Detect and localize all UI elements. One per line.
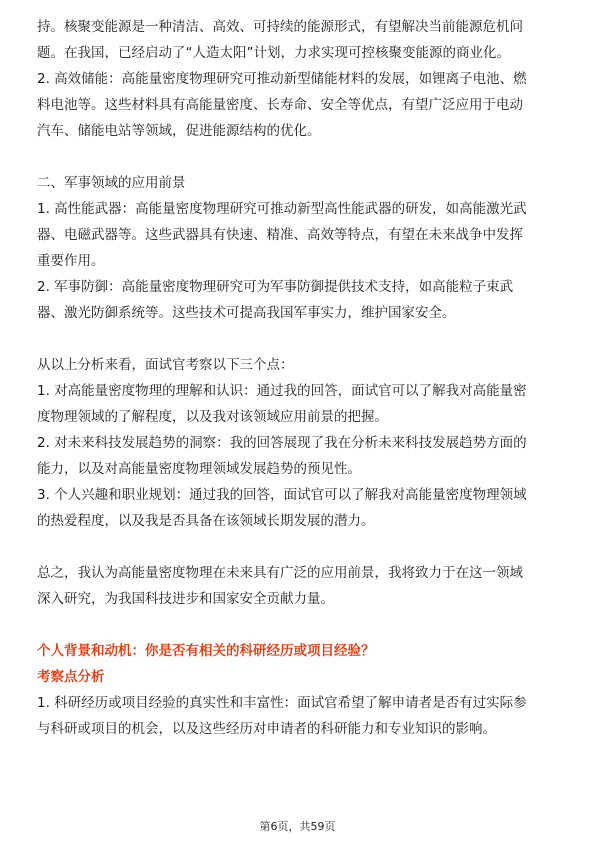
text-line: 器、激光防御系统等。这些技术可提高我国军事实力，维护国家安全。 <box>37 305 456 321</box>
text-line: 3. 个人兴趣和职业规划：通过我的回答，面试官可以了解我对高能量密度物理领域 <box>37 487 527 503</box>
text-line: 深入研究，为我国科技进步和国家安全贡献力量。 <box>37 591 334 607</box>
text-line: 1. 科研经历或项目经验的真实性和丰富性：面试官希望了解申请者是否有过实际参 <box>37 695 527 711</box>
text-line: 2. 军事防御：高能量密度物理研究可为军事防御提供技术支持，如高能粒子束武 <box>37 279 514 295</box>
text-line: 度物理领域的了解程度，以及我对该领域应用前景的把握。 <box>37 409 388 425</box>
text-line: 的热爱程度，以及我是否具备在该领域长期发展的潜力。 <box>37 513 375 529</box>
text-line: 与科研或项目的机会，以及这些经历对申请者的科研能力和专业知识的影响。 <box>37 721 496 737</box>
text-line: 从以上分析来看，面试官考察以下三个点： <box>37 357 294 373</box>
text-line: 持。核聚变能源是一种清洁、高效、可持续的能源形式，有望解决当前能源危机问 <box>37 19 523 35</box>
text-line: 题。在我国，已经启动了“人造太阳”计划，力求实现可控核聚变能源的商业化。 <box>37 45 510 61</box>
text-line: 能力，以及对高能量密度物理领域发展趋势的预见性。 <box>37 461 361 477</box>
text-line: 2. 高效储能：高能量密度物理研究可推动新型储能材料的发展，如锂离子电池、燃 <box>37 71 527 87</box>
paragraph-gap <box>37 326 559 352</box>
paragraph-gap <box>37 144 559 170</box>
section-title: 二、军事领域的应用前景 <box>37 175 186 191</box>
text-line: 1. 对高能量密度物理的理解和认识：通过我的回答，面试官可以了解我对高能量密 <box>37 383 527 399</box>
question-heading: 个人背景和动机：你是否有相关的科研经历或项目经验？ <box>37 643 375 659</box>
text-line: 重要作用。 <box>37 253 105 269</box>
paragraph-gap <box>37 612 559 638</box>
document-page <box>37 14 559 742</box>
paragraph-gap <box>37 534 559 560</box>
text-line: 汽车、储能电站等领域，促进能源结构的优化。 <box>37 123 321 139</box>
text-line: 1. 高性能武器：高能量密度物理研究可推动新型高性能武器的研发，如高能激光武 <box>37 201 527 217</box>
text-line: 2. 对未来科技发展趋势的洞察：我的回答展现了我在分析未来科技发展趋势方面的 <box>37 435 527 451</box>
page-number: 第6页，共59页 <box>259 820 336 833</box>
text-line: 料电池等。这些材料具有高能量密度、长寿命、安全等优点，有望广泛应用于电动 <box>37 97 523 113</box>
text-line: 总之，我认为高能量密度物理在未来具有广泛的应用前景，我将致力于在这一领域 <box>37 565 523 581</box>
text-line: 器、电磁武器等。这些武器具有快速、精准、高效等特点，有望在未来战争中发挥 <box>37 227 523 243</box>
analysis-heading: 考察点分析 <box>37 669 105 685</box>
